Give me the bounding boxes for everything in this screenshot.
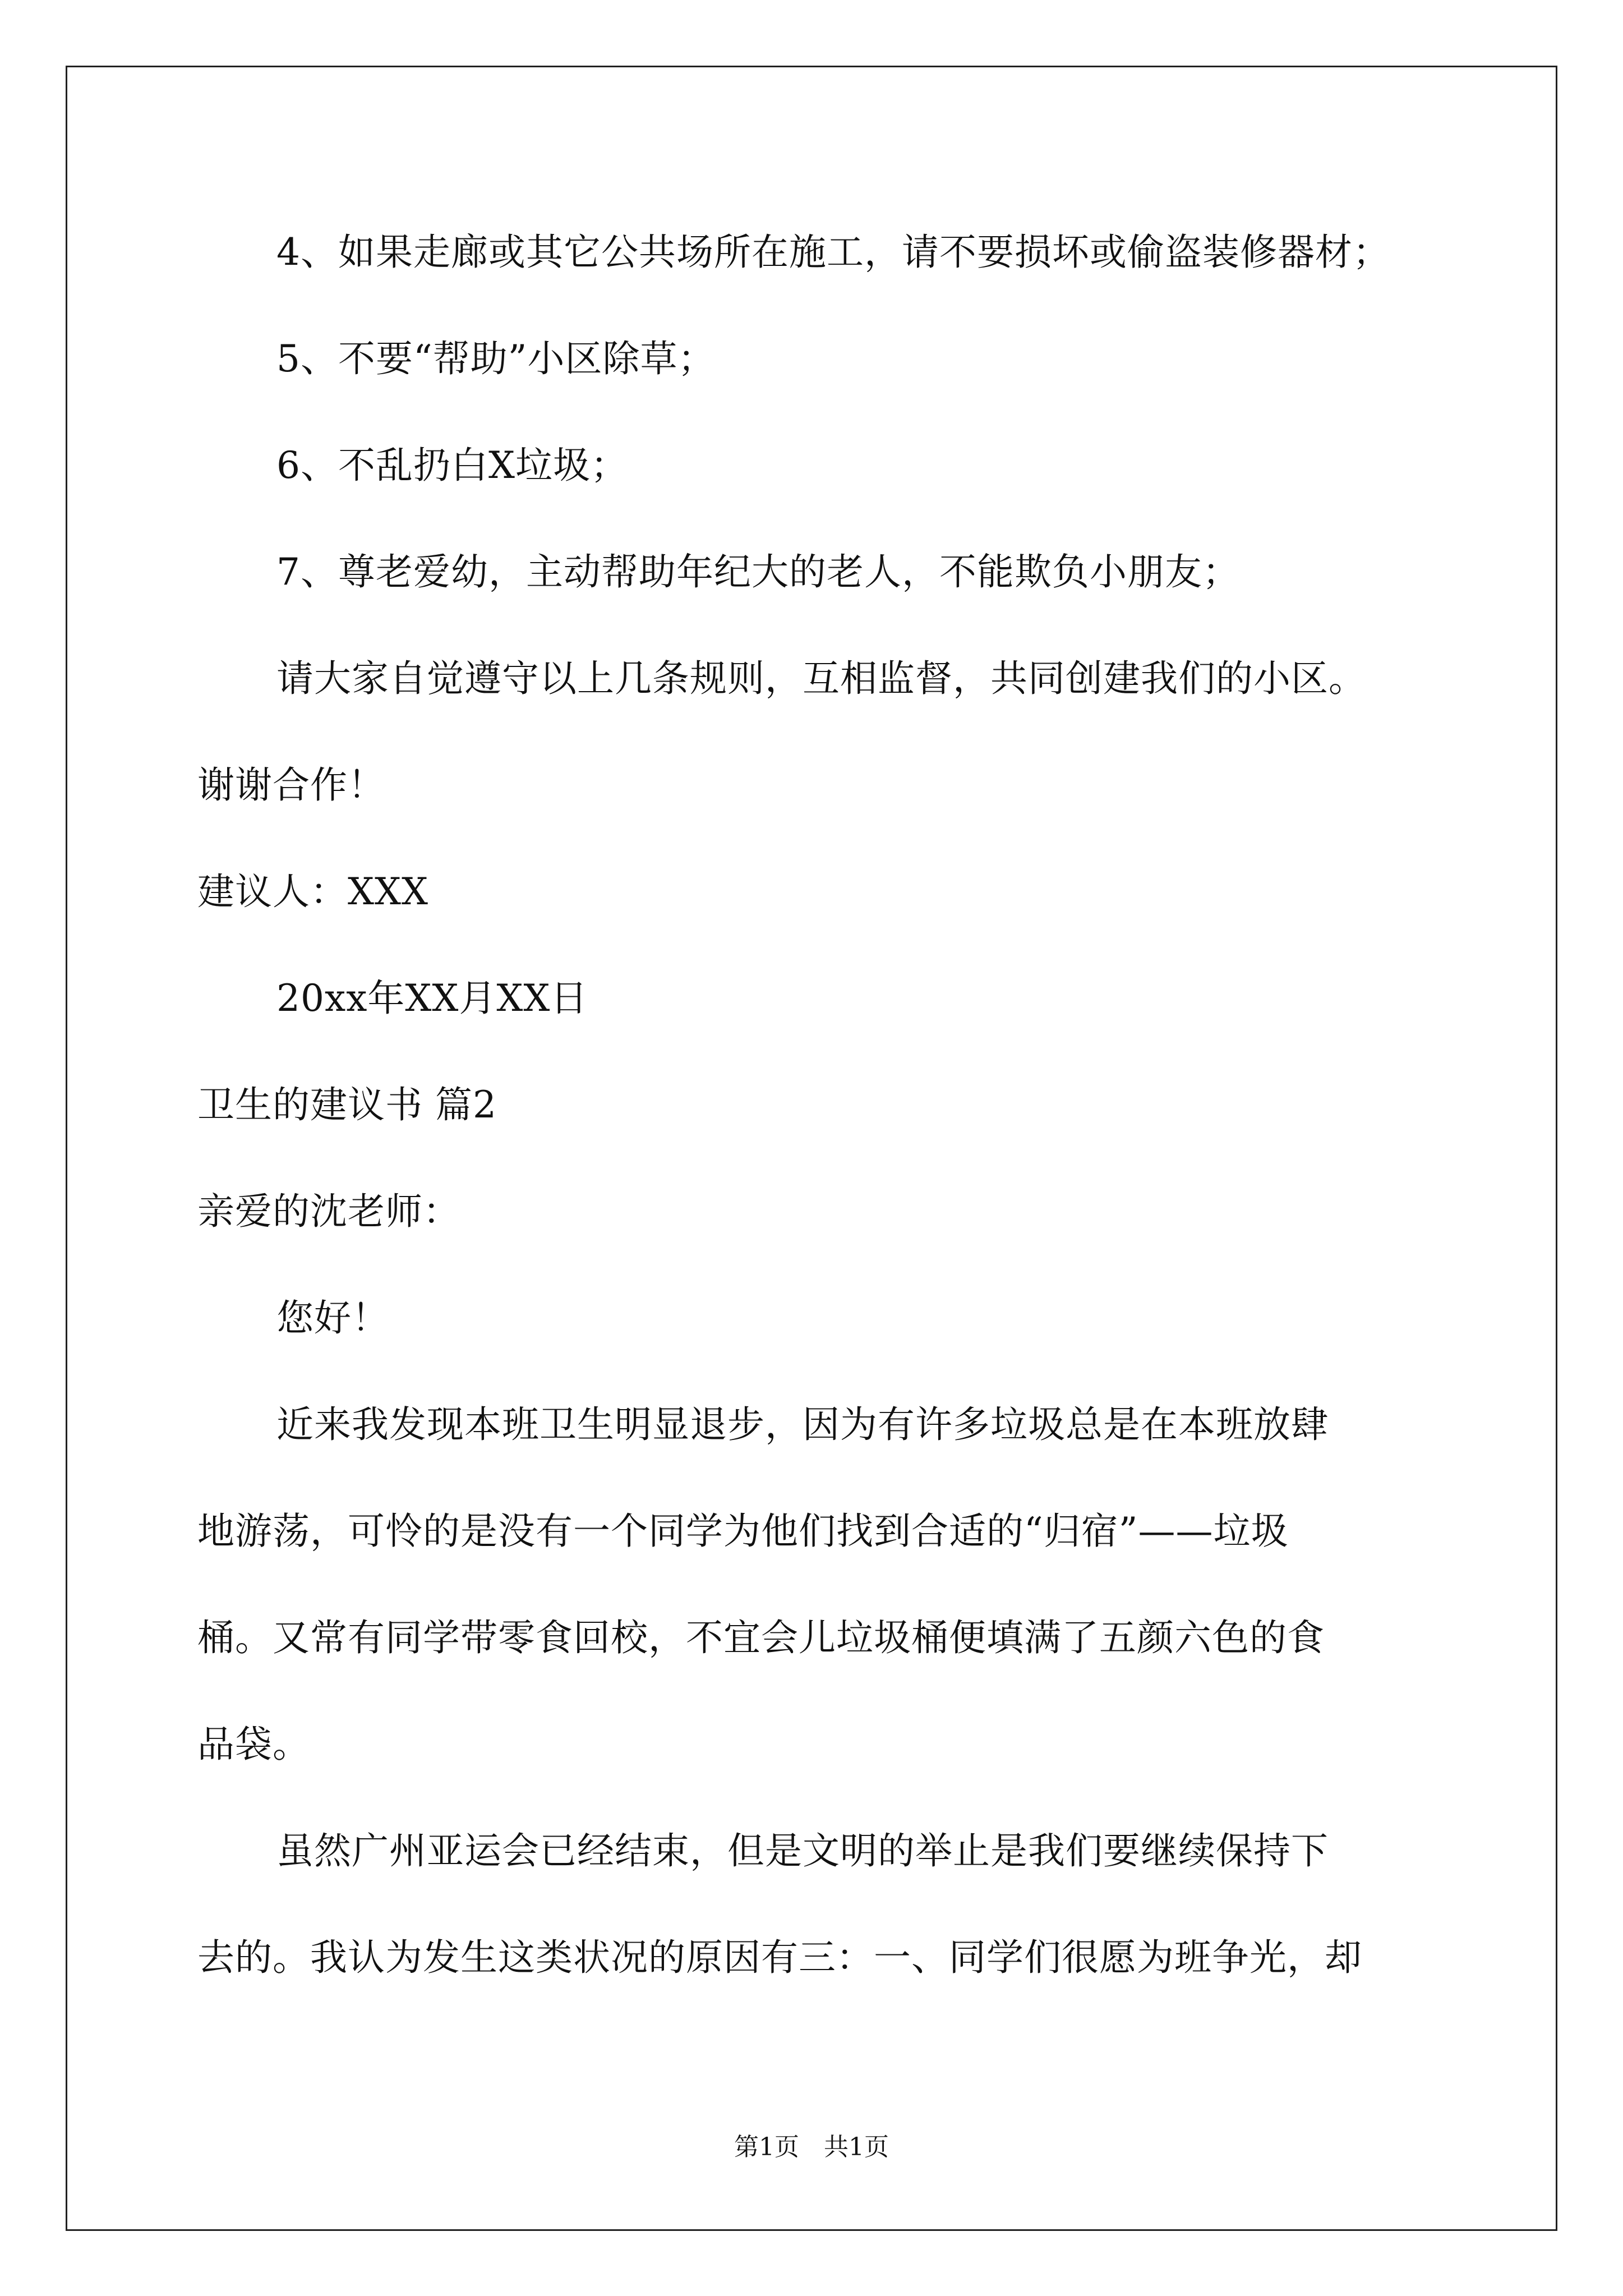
text-line: 去的。我认为发生这类状况的原因有三：一、同学们很愿为班争光，却	[197, 1936, 1362, 1979]
text-line: 请大家自觉遵守以上几条规则，互相监督，共同创建我们的小区。	[276, 657, 1366, 700]
text-line: 品袋。	[197, 1723, 310, 1766]
text-line: 7、尊老爱幼，主动帮助年纪大的老人，不能欺负小朋友；	[276, 550, 1240, 593]
salutation: 亲爱的沈老师：	[197, 1190, 460, 1233]
text-line: 5、不要“帮助”小区除草；	[276, 337, 716, 380]
page-border	[66, 66, 1557, 2231]
text-line: 近来我发现本班卫生明显退步，因为有许多垃圾总是在本班放肆	[276, 1403, 1329, 1446]
text-line: 6、不乱扔白X垃圾；	[276, 444, 628, 487]
text-line: 谢谢合作！	[197, 763, 385, 807]
text-line: 桶。又常有同学带零食回校，不宜会儿垃圾桶便填满了五颜六色的食	[197, 1616, 1325, 1659]
text-line: 4、如果走廊或其它公共场所在施工，请不要损坏或偷盗装修器材；	[276, 231, 1390, 274]
page-footer: 第1页 共1页	[734, 2133, 889, 2161]
text-line: 地游荡，可怜的是没有一个同学为他们找到合适的“归宿”——垃圾	[197, 1510, 1289, 1553]
text-line: 虽然广州亚运会已经结束，但是文明的举止是我们要继续保持下	[276, 1829, 1329, 1872]
date-line: 20xx年XX月XX日	[276, 977, 588, 1020]
greeting: 您好！	[276, 1296, 389, 1340]
signer-line: 建议人：XXX	[197, 870, 428, 913]
section-heading: 卫生的建议书 篇2	[197, 1083, 497, 1126]
